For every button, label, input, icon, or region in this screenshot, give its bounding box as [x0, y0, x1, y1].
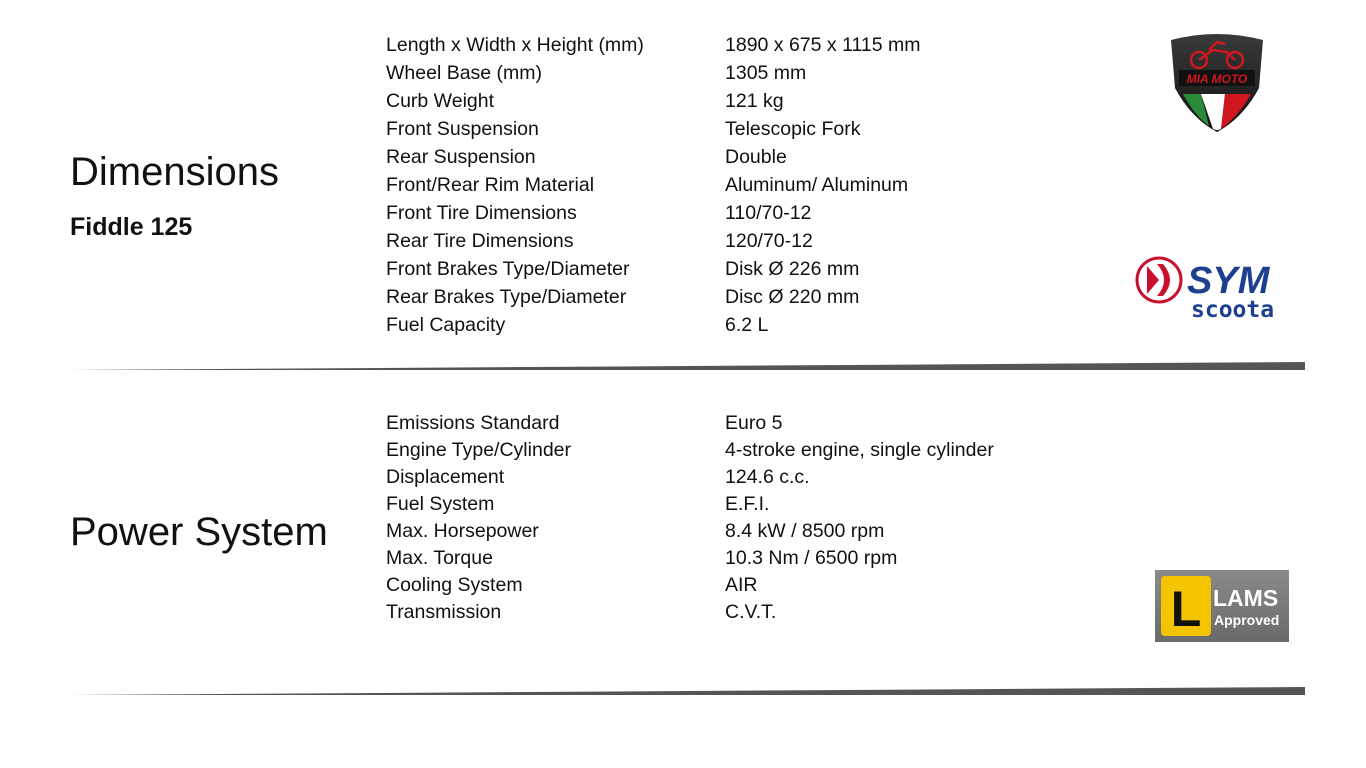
spec-row	[386, 311, 920, 339]
spec-value: Euro 5	[725, 412, 783, 434]
spec-value: Disc Ø 220 mm	[725, 286, 860, 308]
spec-label: Max. Horsepower	[386, 520, 539, 542]
spec-row	[386, 572, 994, 599]
lams-letter: L	[1170, 581, 1202, 637]
lams-text: LAMS	[1213, 585, 1279, 611]
spec-value: 121 kg	[725, 90, 784, 112]
dimensions-spec-table	[386, 31, 920, 339]
spec-label: Emissions Standard	[386, 412, 560, 434]
spec-label: Front Tire Dimensions	[386, 202, 577, 224]
spec-value: Disk Ø 226 mm	[725, 258, 860, 280]
mia-moto-logo	[1165, 30, 1269, 134]
spec-label: Fuel Capacity	[386, 314, 506, 336]
spec-value: 6.2 L	[725, 314, 769, 336]
spec-row	[386, 143, 920, 171]
spec-label: Rear Tire Dimensions	[386, 230, 574, 252]
sym-logo-text: SYM	[1187, 260, 1270, 302]
spec-label: Fuel System	[386, 493, 495, 515]
spec-value: Telescopic Fork	[725, 118, 861, 140]
spec-label: Cooling System	[386, 574, 523, 596]
spec-label: Rear Suspension	[386, 146, 536, 168]
spec-label: Front Suspension	[386, 118, 539, 140]
spec-value: C.V.T.	[725, 601, 777, 623]
spec-value: 110/70-12	[725, 202, 812, 224]
spec-label: Wheel Base (mm)	[386, 62, 543, 84]
spec-value: E.F.I.	[725, 493, 770, 515]
spec-row	[386, 199, 920, 227]
spec-label: Max. Torque	[386, 547, 493, 569]
mia-moto-logo-text: MIA MOTO	[1186, 72, 1248, 86]
spec-value: Aluminum/ Aluminum	[725, 174, 909, 196]
power-system-title: Power System	[70, 510, 328, 554]
scoota-logo-text: scoota	[1191, 297, 1275, 322]
spec-row	[386, 59, 920, 87]
spec-value: Double	[725, 146, 787, 168]
spec-row	[386, 283, 920, 311]
spec-row	[386, 545, 994, 572]
spec-row	[386, 31, 920, 59]
spec-label: Front Brakes Type/Diameter	[386, 258, 630, 280]
sym-scoota-logo	[1135, 256, 1291, 322]
spec-value: 1305 mm	[725, 62, 807, 84]
dimensions-title: Dimensions	[70, 150, 279, 194]
spec-value: 120/70-12	[725, 230, 813, 252]
spec-row	[386, 227, 920, 255]
spec-value: 1890 x 675 x 1115 mm	[725, 34, 921, 56]
approved-text: Approved	[1214, 612, 1280, 628]
spec-row	[386, 491, 994, 518]
spec-row	[386, 599, 994, 626]
spec-row	[386, 518, 994, 545]
section-divider	[70, 362, 1305, 370]
spec-label: Engine Type/Cylinder	[386, 439, 572, 461]
spec-label: Length x Width x Height (mm)	[386, 34, 644, 56]
power-system-spec-table	[386, 410, 994, 626]
spec-label: Front/Rear Rim Material	[386, 174, 595, 196]
spec-value: 10.3 Nm / 6500 rpm	[725, 547, 898, 569]
spec-value: 124.6 c.c.	[725, 466, 810, 488]
spec-label: Curb Weight	[386, 90, 495, 112]
spec-row	[386, 410, 994, 437]
spec-label: Transmission	[386, 601, 502, 623]
spec-value: 8.4 kW / 8500 rpm	[725, 520, 885, 542]
spec-row	[386, 87, 920, 115]
spec-row	[386, 464, 994, 491]
spec-row	[386, 437, 994, 464]
spec-row	[386, 255, 920, 283]
lams-approved-badge	[1155, 570, 1289, 642]
model-name: Fiddle 125	[70, 213, 193, 241]
spec-value: AIR	[725, 574, 758, 596]
spec-label: Displacement	[386, 466, 505, 488]
spec-value: 4-stroke engine, single cylinder	[725, 439, 994, 461]
spec-row	[386, 115, 920, 143]
spec-row	[386, 171, 920, 199]
section-divider	[70, 687, 1305, 695]
spec-label: Rear Brakes Type/Diameter	[386, 286, 627, 308]
